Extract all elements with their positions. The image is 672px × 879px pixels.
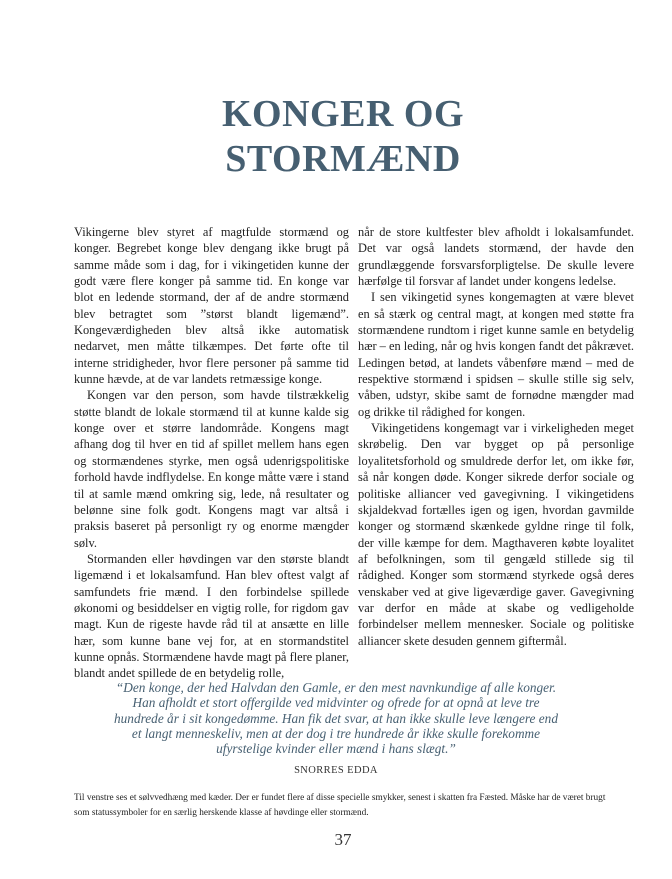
title-line-2: STORMÆND <box>225 138 461 180</box>
paragraph: I sen vikingetid synes kongemagten at være blevet en så stærk og central magt, at kongen med støtte fra stormændene rundtom i riget kunne samle en betydelig hær – en leding, når og hvis kongen fandt det påkrævet. Ledingen betød, at landets våbenføre mænd – med de respektive stormænd i spidsen – skulle stille sig selv, våben, udstyr, skibe samt de fornødne mængder mad og drikke til rådighed for kongen. <box>358 290 634 419</box>
left-column <box>74 224 349 682</box>
paragraph: Stormanden eller høvdingen var den største blandt ligemænd i et lokalsamfund. Han blev oftest valgt af samfundets frie mænd. I den forbindelse spillede økonomi og besiddelser en vigtig rolle, for rigdom gav magt. Kun de rigeste havde råd til at ansætte en lille hær, som kunne bane vej for, at en stormandstitel kunne opnås. Stormændene havde magt på flere planer, blandt andet spillede de en betydelig rolle, <box>74 551 349 681</box>
paragraph: Kongen var den person, som havde tilstrækkelig støtte blandt de lokale stormænd til at kunne kalde sig konge over et større landområde. Kongens magt afhang dog til hver en tid af spillet mellem hans egen og stormændenes styrke, men også udenrigspolitiske forhold havde indflydelse. En konge måtte være i stand til at samle mænd omkring sig, lede, nå resultater og belønne sine folk godt. Kongens magt var altså i praksis baseret på personligt ry og enorme mængder sølv. <box>74 388 349 550</box>
page-title <box>0 92 672 182</box>
paragraph: Vikingetidens kongemagt var i virkeligheden meget skrøbelig. Den var bygget op på personlige loyalitetsforhold og smuldrede derfor let, om ikke før, så når kongen døde. Konger sikrede derfor sociale og politiske alliancer ved gavegivning. I vikingetidens skjaldekvad fortælles igen og igen, hvordan gavmilde konger og stormænd skænkede gyldne ringe til folk, der ville kæmpe for dem. Magthaveren købte loyalitet af befolkningen, som til gengæld stillede sig til rådighed. Konger som stormænd styrkede også deres venskaber ved at give ligeværdige gaver. Gavegivning var derfor en måde at skabe og vedligeholde forbindelser mellem mennesker. Sociale og politiske alliancer skete desuden gennem giftermål. <box>358 421 634 648</box>
quote-source: SNORRES EDDA <box>294 765 378 776</box>
page-number: 37 <box>334 830 352 849</box>
paragraph: Vikingerne blev styret af magtfulde stormænd og konger. Begrebet konge blev dengang ikke brugt på samme måde som i dag, for i vikingetiden kunne der godt være flere konger på samme tid. En konge var blot en ledende stormand, der af de andre stormænd blev betragtet som ”størst blandt ligemænd”. Kongeværdigheden blev altså ikke automatisk nedarvet, men måtte tilkæmpes. Det førte ofte til interne stridigheder, hvor flere personer på samme tid kunne hævde, at de var landets retmæssige konge. <box>74 225 349 387</box>
pull-quote: “Den konge, der hed Halvdan den Gamle, er den mest navnkundige af alle konger. Han afholdt et stort offergilde ved midvinter og ofrede for at opnå at leve tre hundrede år i sit kongedømme. Han fik det svar, at han ikke skulle leve længere end et langt menneskeliv, men at der dog i tre hundrede år ikke skulle forekomme ufyrstelige kvinder eller mænd i hans slægt.” <box>114 680 558 757</box>
title-line-1: KONGER OG <box>221 93 465 135</box>
paragraph: når de store kultfester blev afholdt i lokalsamfundet. Det var også landets stormænd, der havde den grundlæggende forsvarsforpligtelse. De skulle levere hærfølge til forsvar af landet under kongens ledelse. <box>358 225 634 289</box>
right-column <box>358 224 634 649</box>
image-caption: Til venstre ses et sølvvedhæng med kæder. Der er fundet flere af disse specielle smykker, senest i skatten fra Fæsted. Måske har de været brugt som statussymboler for en særlig herskende klasse af høvdinge eller stormænd. <box>74 793 606 818</box>
